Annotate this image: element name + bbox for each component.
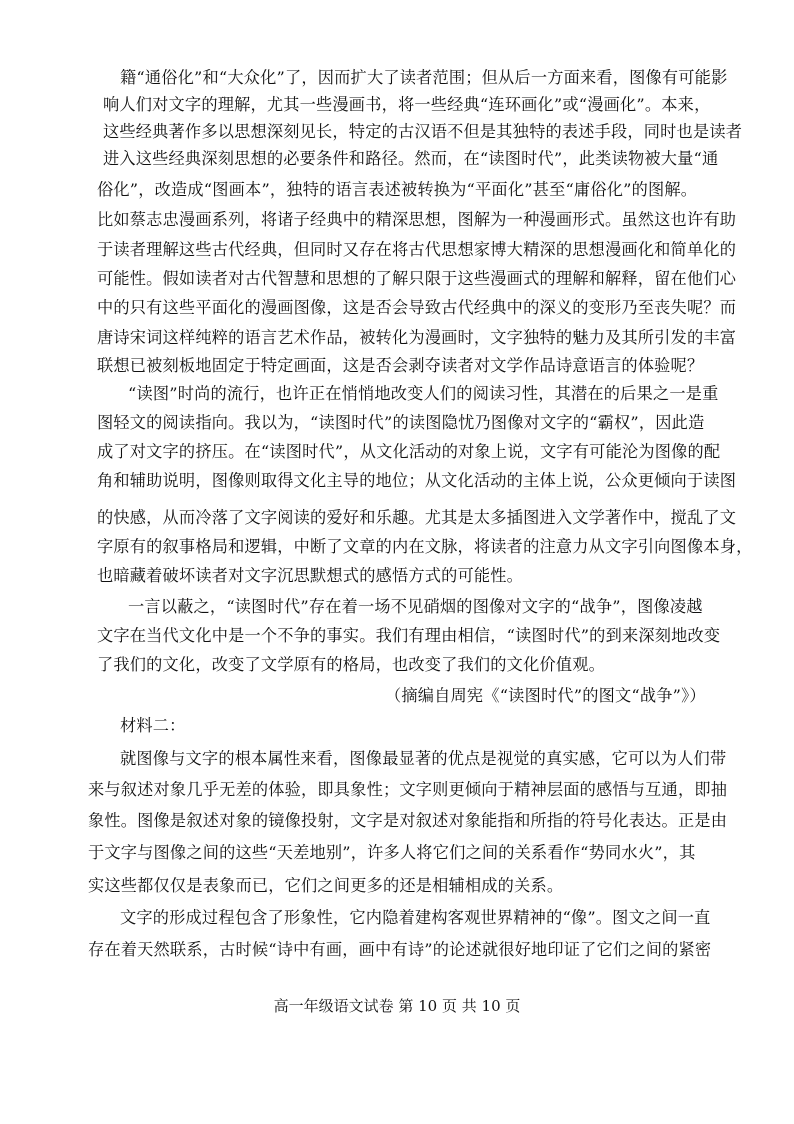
body-text-line: 唐诗宋词这样纯粹的语言艺术作品，被转化为漫画时，文字独特的魅力及其所引发的丰富 — [97, 328, 737, 347]
body-text-line: 角和辅助说明，图像则取得文化主导的地位；从文化活动的主体上说，公众更倾向于读图 — [97, 471, 737, 490]
body-text-line: 可能性。假如读者对古代智慧和思想的了解只限于这些漫画式的理解和解释，留在他们心 — [97, 269, 737, 288]
body-text-line: 比如蔡志忠漫画系列，将诸子经典中的精深思想，图解为一种漫画形式。虽然这也许有助 — [97, 210, 737, 229]
body-text-line: 图轻文的阅读指向。我以为，“读图时代”的读图隐忧乃图像对文字的“霸权”，因此造 — [97, 413, 705, 432]
material-heading: 材料二： — [120, 716, 186, 735]
body-text-line: “读图”时尚的流行，也许正在悄悄地改变人们的阅读习性，其潜在的后果之一是重 — [128, 384, 719, 403]
body-text-line: 也暗藏着破坏读者对文字沉思默想式的感悟方式的可能性。 — [97, 566, 524, 585]
body-text-line: 进入这些经典深刻思想的必要条件和路径。然而，在“读图时代”，此类读物被大量“通 — [103, 149, 719, 168]
body-text-line: 响人们对文字的理解，尤其一些漫画书，将一些经典“连环画化”或“漫画化”。本来， — [103, 95, 711, 114]
body-text-line: 象性。图像是叙述对象的镜像投射，文字是对叙述对象能指和所指的符号化表达。正是由 — [88, 811, 728, 830]
body-text-line: 俗化”，改造成“图画本”，独特的语言表述被转换为“平面化”甚至“庸俗化”的图解。 — [97, 180, 698, 199]
body-text-line: 存在着天然联系，古时候“诗中有画，画中有诗”的论述就很好地印证了它们之间的紧密 — [88, 940, 712, 959]
body-text-line: 于文字与图像之间的这些“天差地别”，许多人将它们之间的关系看作“势同水火”，其 — [88, 843, 696, 862]
body-text-line: 实这些都仅仅是表象而已，它们之间更多的还是相辅相成的关系。 — [88, 876, 564, 895]
body-text-line: 这些经典著作多以思想深刻见长，特定的古汉语不但是其独特的表述手段，同时也是读者 — [103, 122, 743, 141]
body-text-line: 籍“通俗化”和“大众化”了，因而扩大了读者范围；但从后一方面来看，图像有可能影 — [120, 68, 728, 87]
body-text-line: 就图像与文字的根本属性来看，图像最显著的优点是视觉的真实感，它可以为人们带 — [120, 749, 727, 768]
body-text-line: 了我们的文化，改变了文学原有的格局，也改变了我们的文化价值观。 — [97, 655, 606, 674]
body-text-line: 的快感，从而冷落了文字阅读的爱好和乐趣。尤其是太多插图进入文学著作中，搅乱了文 — [97, 508, 737, 527]
source-citation: （摘编自周宪《“读图时代”的图文“战争”》） — [385, 686, 706, 705]
body-text-line: 字原有的叙事格局和逻辑，中断了文章的内在文脉，将读者的注意力从文字引向图像本身， — [97, 537, 753, 556]
body-text-line: 中的只有这些平面化的漫画图像，这是否会导致古代经典中的深义的变形乃至丧失呢？而 — [97, 298, 737, 317]
page-footer: 高一年级语文试卷 第 10 页 共 10 页 — [273, 997, 521, 1015]
body-text-line: 于读者理解这些古代经典，但同时又存在将古代思想家博大精深的思想漫画化和简单化的 — [97, 240, 737, 259]
body-text-line: 文字在当代文化中是一个不争的事实。我们有理由相信，“读图时代”的到来深刻地改变 — [97, 626, 721, 645]
body-text-line: 一言以蔽之，“读图时代”存在着一场不见硝烟的图像对文字的“战争”，图像凌越 — [128, 597, 703, 616]
body-text-line: 文字的形成过程包含了形象性，它内隐着建构客观世界精神的“像”。图文之间一直 — [120, 908, 711, 927]
body-text-line: 联想已被刻板地固定于特定画面，这是否会剥夺读者对文学作品诗意语言的体验呢？ — [97, 356, 704, 375]
body-text-line: 成了对文字的挤压。在“读图时代”，从文化活动的对象上说，文字有可能沦为图像的配 — [97, 442, 721, 461]
body-text-line: 来与叙述对象几乎无差的体验，即具象性；文字则更倾向于精神层面的感悟与互通，即抽 — [88, 780, 728, 799]
